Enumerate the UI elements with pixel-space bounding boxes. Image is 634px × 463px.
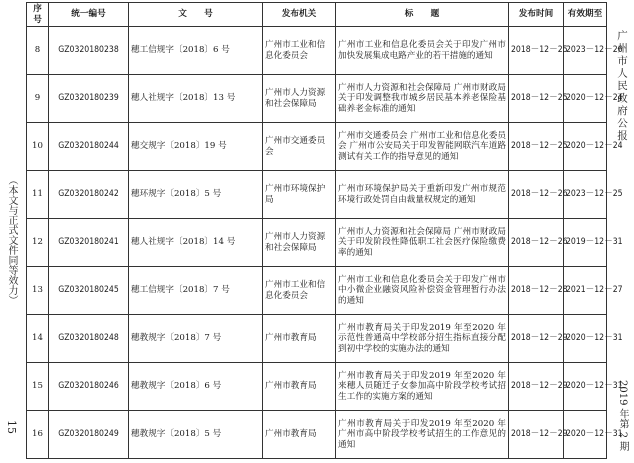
- cell-expiry: 2019－12－31: [564, 219, 607, 267]
- cell-no: 11: [27, 171, 49, 219]
- table-row: [27, 267, 607, 315]
- cell-doc-no: 穗人社规字〔2018〕13 号: [129, 75, 263, 123]
- cell-date: 2018－12－25: [509, 75, 564, 123]
- cell-doc-no: 穗工信规字〔2018〕7 号: [129, 267, 263, 315]
- cell-expiry: 2020－12－31: [564, 411, 607, 459]
- cell-title: 广州市教育局关于印发2019 年至2020 年示范性普通高中学校部分招生指标直接分配到初中学校的实施办法的通知: [336, 315, 509, 363]
- cell-title: 广州市人力资源和社会保障局 广州市财政局关于印发调整我市城乡居民基本养老保险基础养老金标准的通知: [336, 75, 509, 123]
- cell-doc-no: 穗教规字〔2018〕7 号: [129, 315, 263, 363]
- cell-date: 2018－12－25: [509, 123, 564, 171]
- cell-expiry: 2020－12－31: [564, 315, 607, 363]
- cell-doc-no: 穗教规字〔2018〕5 号: [129, 411, 263, 459]
- cell-date: 2018－12－26: [509, 171, 564, 219]
- table-row: [27, 171, 607, 219]
- cell-expiry: 2020－12－31: [564, 363, 607, 411]
- cell-title: 广州市交通委员会 广州市工业和信息化委员会 广州市公安局关于印发智能网联汽车道路测试有关工作的指导意见的通知: [336, 123, 509, 171]
- table-header-row: [27, 3, 607, 27]
- cell-date: 2018－12－29: [509, 315, 564, 363]
- cell-issuer: 广州市教育局: [263, 315, 336, 363]
- table-row: [27, 219, 607, 267]
- cell-no: 14: [27, 315, 49, 363]
- cell-title: 广州市工业和信息化委员会关于印发广州市中小微企业融资风险补偿资金管理暂行办法的通知: [336, 267, 509, 315]
- cell-code: GZ0320180244: [49, 123, 129, 171]
- cell-no: 12: [27, 219, 49, 267]
- cell-title: 广州市工业和信息化委员会关于印发广州市加快发展集成电路产业的若干措施的通知: [336, 27, 509, 75]
- cell-issuer: 广州市工业和信息化委员会: [263, 27, 336, 75]
- cell-expiry: 2020－12－24: [564, 75, 607, 123]
- cell-expiry: 2020－12－24: [564, 123, 607, 171]
- header-expiry: 有效期至: [564, 3, 607, 27]
- cell-no: 15: [27, 363, 49, 411]
- cell-code: GZ0320180248: [49, 315, 129, 363]
- header-title: 标 题: [336, 3, 509, 27]
- cell-expiry: 2021－12－27: [564, 267, 607, 315]
- table-row: [27, 363, 607, 411]
- header-issuer: 发布机关: [263, 3, 336, 27]
- cell-issuer: 广州市教育局: [263, 411, 336, 459]
- cell-code: GZ0320180249: [49, 411, 129, 459]
- cell-date: 2018－12－25: [509, 27, 564, 75]
- cell-issuer: 广州市环境保护局: [263, 171, 336, 219]
- cell-expiry: 2023－12－25: [564, 171, 607, 219]
- table-row: [27, 123, 607, 171]
- cell-issuer: 广州市人力资源和社会保障局: [263, 75, 336, 123]
- cell-code: GZ0320180246: [49, 363, 129, 411]
- cell-no: 9: [27, 75, 49, 123]
- cell-code: GZ0320180245: [49, 267, 129, 315]
- table-row: [27, 75, 607, 123]
- header-date: 发布时间: [509, 3, 564, 27]
- cell-issuer: 广州市工业和信息化委员会: [263, 267, 336, 315]
- cell-doc-no: 穗人社规字〔2018〕14 号: [129, 219, 263, 267]
- cell-doc-no: 穗环规字〔2018〕5 号: [129, 171, 263, 219]
- cell-issuer: 广州市人力资源和社会保障局: [263, 219, 336, 267]
- cell-no: 13: [27, 267, 49, 315]
- header-doc-no: 文 号: [129, 3, 263, 27]
- cell-issuer: 广州市教育局: [263, 363, 336, 411]
- cell-doc-no: 穗交规字〔2018〕19 号: [129, 123, 263, 171]
- page-number: 15: [5, 420, 18, 434]
- table-row: [27, 411, 607, 459]
- cell-doc-no: 穗工信规字〔2018〕6 号: [129, 27, 263, 75]
- cell-code: GZ0320180242: [49, 171, 129, 219]
- table-row: [27, 315, 607, 363]
- issue-label: 2019 年第 2 期: [617, 380, 628, 452]
- cell-doc-no: 穗教规字〔2018〕6 号: [129, 363, 263, 411]
- cell-title: 广州市人力资源和社会保障局 广州市财政局关于印发阶段性降低职工社会医疗保险缴费率的通知: [336, 219, 509, 267]
- cell-no: 16: [27, 411, 49, 459]
- cell-no: 10: [27, 123, 49, 171]
- cell-expiry: 2023－12－26: [564, 27, 607, 75]
- cell-title: 广州市环境保护局关于重新印发广州市规范环境行政处罚自由裁量权规定的通知: [336, 171, 509, 219]
- table-row: [27, 27, 607, 75]
- cell-title: 广州市教育局关于印发2019 年至2020 年广州市高中阶段学校考试招生的工作意见的通知: [336, 411, 509, 459]
- cell-date: 2018－12－26: [509, 219, 564, 267]
- publication-title: 广州市人民政府公报: [616, 30, 628, 143]
- cell-date: 2018－12－29: [509, 411, 564, 459]
- cell-code: GZ0320180239: [49, 75, 129, 123]
- cell-title: 广州市教育局关于印发2019 年至2020 年来穗人员随迁子女参加高中阶段学校考试招生工作的实施方案的通知: [336, 363, 509, 411]
- cell-code: GZ0320180238: [49, 27, 129, 75]
- header-no: 序号: [27, 3, 49, 27]
- validity-note: （本文与正式文件同等效力）: [6, 175, 17, 305]
- cell-date: 2018－12－29: [509, 363, 564, 411]
- cell-date: 2018－12－28: [509, 267, 564, 315]
- cell-no: 8: [27, 27, 49, 75]
- cell-code: GZ0320180241: [49, 219, 129, 267]
- cell-issuer: 广州市交通委员会: [263, 123, 336, 171]
- header-code: 统一编号: [49, 3, 129, 27]
